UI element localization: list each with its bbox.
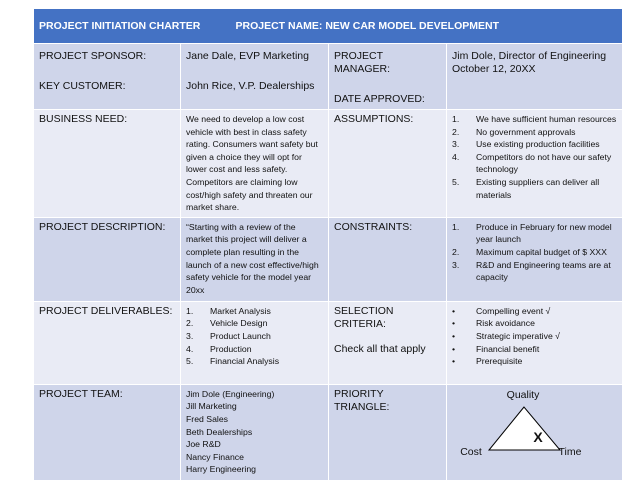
- header-cell: [34, 9, 623, 44]
- priority-label-cell: [329, 384, 447, 480]
- list-item: 2. Vehicle Design: [186, 318, 268, 329]
- list-item: 4. Competitors do not have our safety technology: [452, 151, 612, 175]
- constraints-list: [452, 221, 617, 284]
- triangle-shape: [489, 407, 560, 450]
- list-item: 3. Product Launch: [186, 330, 271, 341]
- list-item: • Compelling event √: [452, 305, 551, 316]
- sponsor-row: [34, 44, 623, 110]
- desc-text-cell: [181, 217, 329, 301]
- list-item: 1. Produce in February for new model year launch: [452, 221, 612, 245]
- list-item: 4. Production: [186, 343, 252, 354]
- list-item: 3. Use existing production facilities: [452, 139, 600, 150]
- assumptions-label: ASSUMPTIONS:: [334, 113, 414, 125]
- need-text-cell: [181, 110, 329, 218]
- desc-text: “Starting with a review of the market this project will deliver a complete plan resulting in the launch of a new cost effective/high safety vehicle for the model year 20xx: [186, 221, 319, 295]
- customer-label: KEY CUSTOMER:: [39, 80, 126, 92]
- charter-table: [33, 8, 623, 481]
- priority-label: PRIORITY TRIANGLE:: [334, 387, 390, 413]
- need-text: We need to develop a low cost vehicle with best in class safety rating. Consumers want safety but given a choice they will opt for lower cost and less safety. Competitors are claiming low cost/high safety and threaten our market share.: [186, 114, 318, 213]
- list-item: 3. R&D and Engineering teams are at capacity: [452, 259, 611, 283]
- list-item: 5. Existing suppliers can deliver all materials: [452, 176, 600, 200]
- list-item: 2. Maximum capital budget of $ XXX: [452, 246, 607, 257]
- team-row: [34, 384, 623, 480]
- manager-value-cell: [447, 44, 623, 110]
- manager-value: Jim Dole, Director of Engineering: [452, 50, 607, 62]
- constraints-label: CONSTRAINTS:: [334, 220, 413, 233]
- team-label: PROJECT TEAM:: [39, 387, 123, 400]
- team-member: Jim Dole (Engineering): [186, 388, 275, 399]
- sponsor-label: PROJECT SPONSOR:: [39, 50, 147, 62]
- assumptions-label-cell: [329, 110, 447, 218]
- priority-triangle: [447, 385, 623, 481]
- need-label-cell: [34, 110, 181, 218]
- selection-note: Check all that apply: [334, 342, 426, 355]
- deliverables-label-cell: [34, 301, 181, 384]
- triangle-right-label: Time: [558, 445, 582, 458]
- selection-label-cell: [329, 301, 447, 384]
- deliverables-cell: [181, 301, 329, 384]
- charter-title: PROJECT INITIATION CHARTER: [39, 19, 201, 32]
- list-item: • Prerequisite: [452, 356, 523, 367]
- criteria-list: [452, 305, 617, 368]
- customer-value: John Rice, V.P. Dealerships: [186, 80, 315, 92]
- list-item: 2. No government approvals: [452, 126, 576, 137]
- triangle-left-label: Cost: [460, 445, 482, 458]
- need-label: BUSINESS NEED:: [39, 113, 128, 125]
- approved-value: October 12, 20XX: [452, 63, 536, 75]
- business-need-row: [34, 110, 623, 218]
- constraints-cell: [447, 217, 623, 301]
- team-member: Jill Marketing: [186, 401, 237, 412]
- header-row: [34, 9, 623, 44]
- constraints-label-cell: [329, 217, 447, 301]
- team-member: Beth Dealerships: [186, 426, 253, 437]
- approved-label: DATE APPROVED:: [334, 93, 425, 105]
- assumptions-cell: [447, 110, 623, 218]
- criteria-cell: [447, 301, 623, 384]
- selection-label: SELECTION CRITERIA:: [334, 304, 394, 330]
- sponsor-value: Jane Dale, EVP Marketing: [186, 50, 309, 62]
- list-item: • Risk avoidance: [452, 318, 535, 329]
- team-cell: [181, 384, 329, 480]
- team-member: Harry Engineering: [186, 464, 257, 475]
- desc-label: PROJECT DESCRIPTION:: [39, 220, 166, 233]
- list-item: 1. Market Analysis: [186, 305, 271, 316]
- manager-label-cell: [329, 44, 447, 110]
- triangle-mark: X: [533, 428, 543, 445]
- description-row: [34, 217, 623, 301]
- team-label-cell: [34, 384, 181, 480]
- desc-label-cell: [34, 217, 181, 301]
- assumptions-list: [452, 113, 617, 201]
- manager-label: PROJECT MANAGER:: [334, 50, 391, 75]
- deliverables-list: [186, 305, 323, 368]
- sponsor-value-cell: [181, 44, 329, 110]
- list-item: 5. Financial Analysis: [186, 356, 280, 367]
- list-item: • Strategic imperative √: [452, 330, 560, 341]
- team-member: Fred Sales: [186, 413, 229, 424]
- list-item: 1. We have sufficient human resources: [452, 114, 617, 124]
- priority-triangle-cell: [447, 384, 623, 480]
- triangle-top-label: Quality: [506, 388, 540, 401]
- project-name: PROJECT NAME: NEW CAR MODEL DEVELOPMENT: [235, 19, 499, 32]
- deliverables-label: PROJECT DELIVERABLES:: [39, 304, 173, 317]
- team-member: Nancy Finance: [186, 451, 244, 462]
- deliverables-row: [34, 301, 623, 384]
- sponsor-label-cell: [34, 44, 181, 110]
- list-item: • Financial benefit: [452, 343, 540, 354]
- team-member: Joe R&D: [186, 439, 221, 450]
